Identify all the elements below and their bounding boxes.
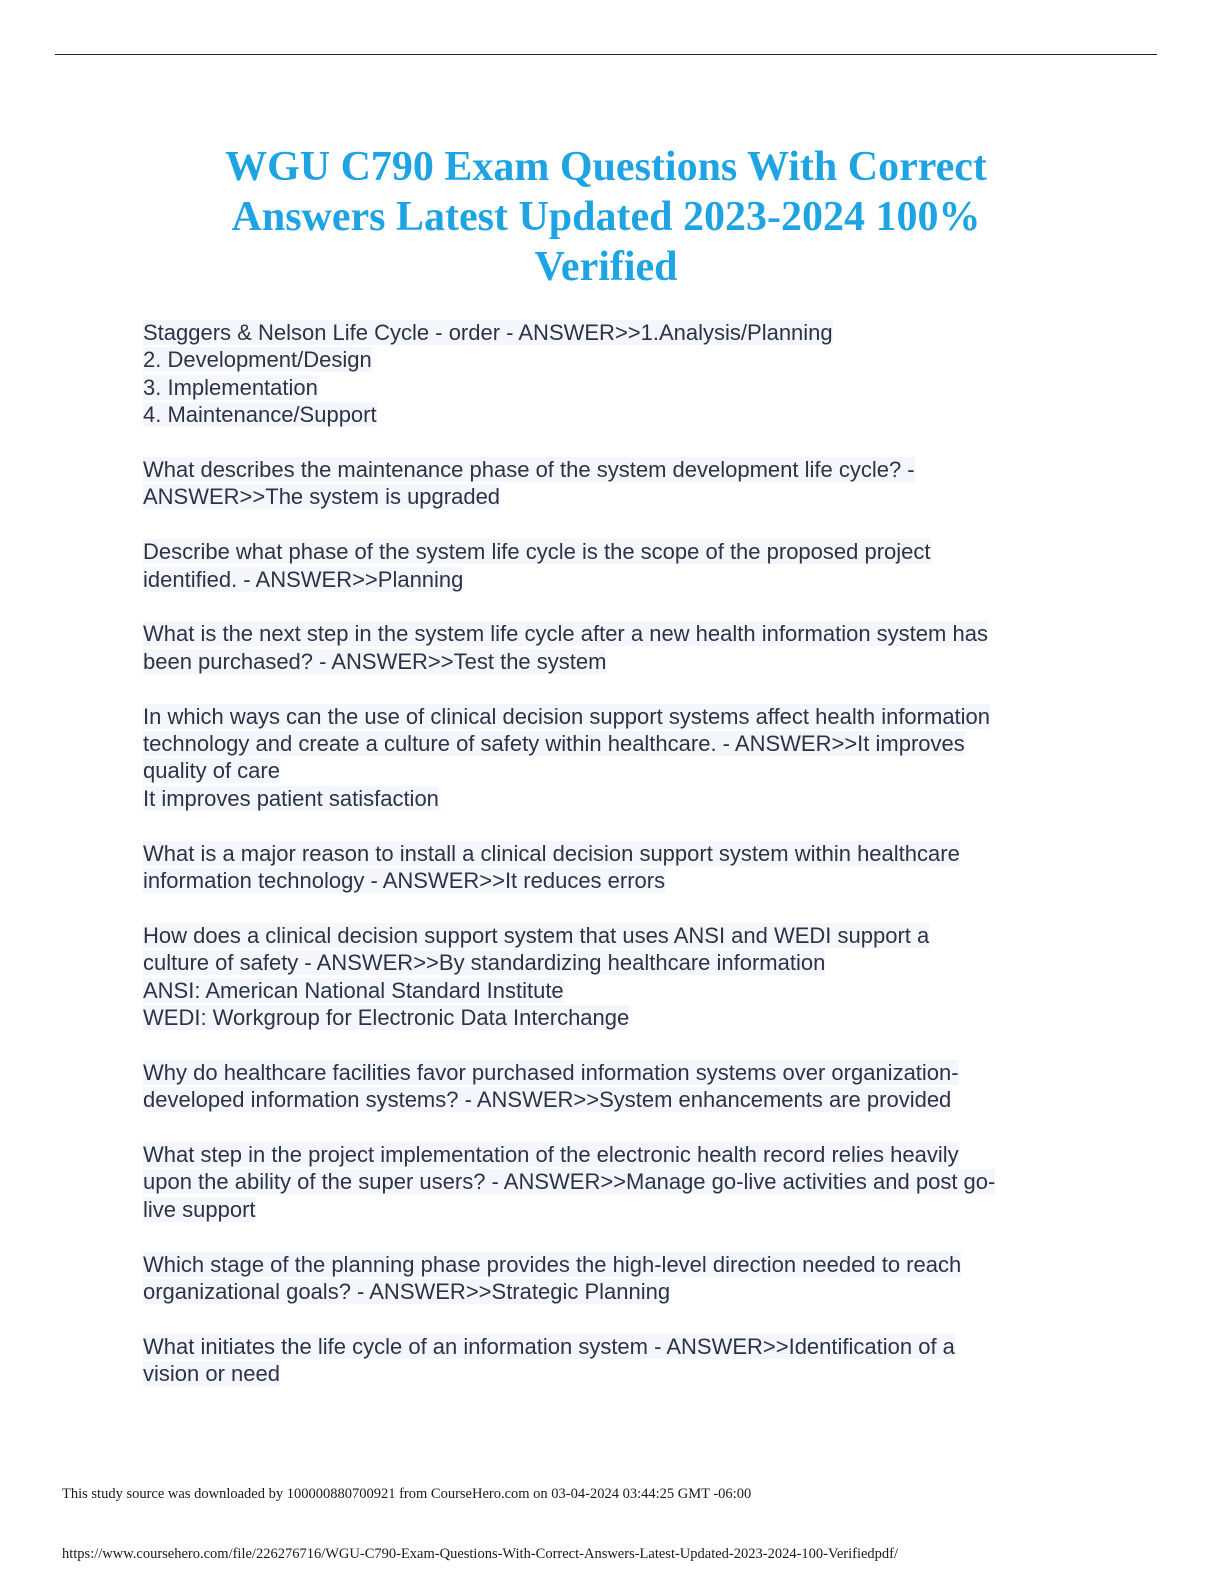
qa-line: What step in the project implementation of the electronic health record relies heavily bbox=[143, 1142, 959, 1168]
qa-line: ANSI: American National Standard Institute bbox=[143, 977, 564, 1003]
qa-line: What is a major reason to install a clinical decision support system within healthcare bbox=[143, 840, 960, 866]
qa-line: 2. Development/Design bbox=[143, 347, 372, 373]
qa-line: information technology - ANSWER>>It reduces errors bbox=[143, 868, 666, 894]
qa-item bbox=[143, 922, 1083, 1032]
qa-line: What initiates the life cycle of an information system - ANSWER>>Identification of a bbox=[143, 1333, 955, 1359]
title-line: WGU C790 Exam Questions With Correct bbox=[225, 144, 987, 190]
qa-line: 4. Maintenance/Support bbox=[143, 402, 377, 428]
qa-line: Why do healthcare facilities favor purchased information systems over organization- bbox=[143, 1059, 959, 1085]
qa-item bbox=[143, 456, 1083, 511]
qa-list bbox=[143, 319, 1083, 1415]
qa-line: quality of care bbox=[143, 758, 280, 784]
qa-item bbox=[143, 1251, 1083, 1306]
qa-item bbox=[143, 1333, 1083, 1388]
qa-line: What is the next step in the system life cycle after a new health information system has bbox=[143, 621, 988, 647]
qa-item bbox=[143, 1141, 1083, 1223]
qa-line: Which stage of the planning phase provides the high-level direction needed to reach bbox=[143, 1251, 962, 1277]
qa-item bbox=[143, 703, 1083, 813]
qa-item bbox=[143, 1059, 1083, 1114]
qa-line: What describes the maintenance phase of the system development life cycle? - bbox=[143, 457, 915, 483]
qa-line: WEDI: Workgroup for Electronic Data Interchange bbox=[143, 1005, 630, 1031]
qa-item bbox=[143, 538, 1083, 593]
qa-line: It improves patient satisfaction bbox=[143, 785, 439, 811]
qa-line: 3. Implementation bbox=[143, 374, 318, 400]
qa-line: identified. - ANSWER>>Planning bbox=[143, 566, 464, 592]
source-url: https://www.coursehero.com/file/226276716/WGU-C790-Exam-Questions-With-Correct-Answers-Latest-Updated-2023-2024-100-Verifiedpdf/ bbox=[62, 1546, 899, 1562]
title-line: Answers Latest Updated 2023-2024 100% bbox=[231, 194, 981, 240]
qa-line: been purchased? - ANSWER>>Test the system bbox=[143, 648, 607, 674]
qa-line: vision or need bbox=[143, 1361, 280, 1387]
qa-line: Describe what phase of the system life cycle is the scope of the proposed project bbox=[143, 539, 931, 565]
qa-line: culture of safety - ANSWER>>By standardizing healthcare information bbox=[143, 950, 826, 976]
header-rule bbox=[55, 54, 1157, 55]
qa-line: live support bbox=[143, 1196, 256, 1222]
qa-line: ANSWER>>The system is upgraded bbox=[143, 484, 501, 510]
title-line: Verified bbox=[534, 244, 678, 290]
download-source-note: This study source was downloaded by 100000880700921 from CourseHero.com on 03-04-2024 03:44:25 GMT -06:00 bbox=[62, 1486, 752, 1502]
qa-line: In which ways can the use of clinical decision support systems affect health information bbox=[143, 703, 991, 729]
qa-item bbox=[143, 319, 1083, 429]
qa-line: organizational goals? - ANSWER>>Strategic Planning bbox=[143, 1279, 671, 1305]
qa-line: technology and create a culture of safety within healthcare. - ANSWER>>It improves bbox=[143, 731, 965, 757]
qa-line: How does a clinical decision support system that uses ANSI and WEDI support a bbox=[143, 922, 930, 948]
document-title bbox=[130, 142, 1082, 292]
qa-line: upon the ability of the super users? - ANSWER>>Manage go-live activities and post go- bbox=[143, 1169, 996, 1195]
qa-line: Staggers & Nelson Life Cycle - order - ANSWER>>1.Analysis/Planning bbox=[143, 320, 833, 345]
qa-item bbox=[143, 840, 1083, 895]
qa-line: developed information systems? - ANSWER>>System enhancements are provided bbox=[143, 1087, 952, 1113]
qa-item bbox=[143, 620, 1083, 675]
